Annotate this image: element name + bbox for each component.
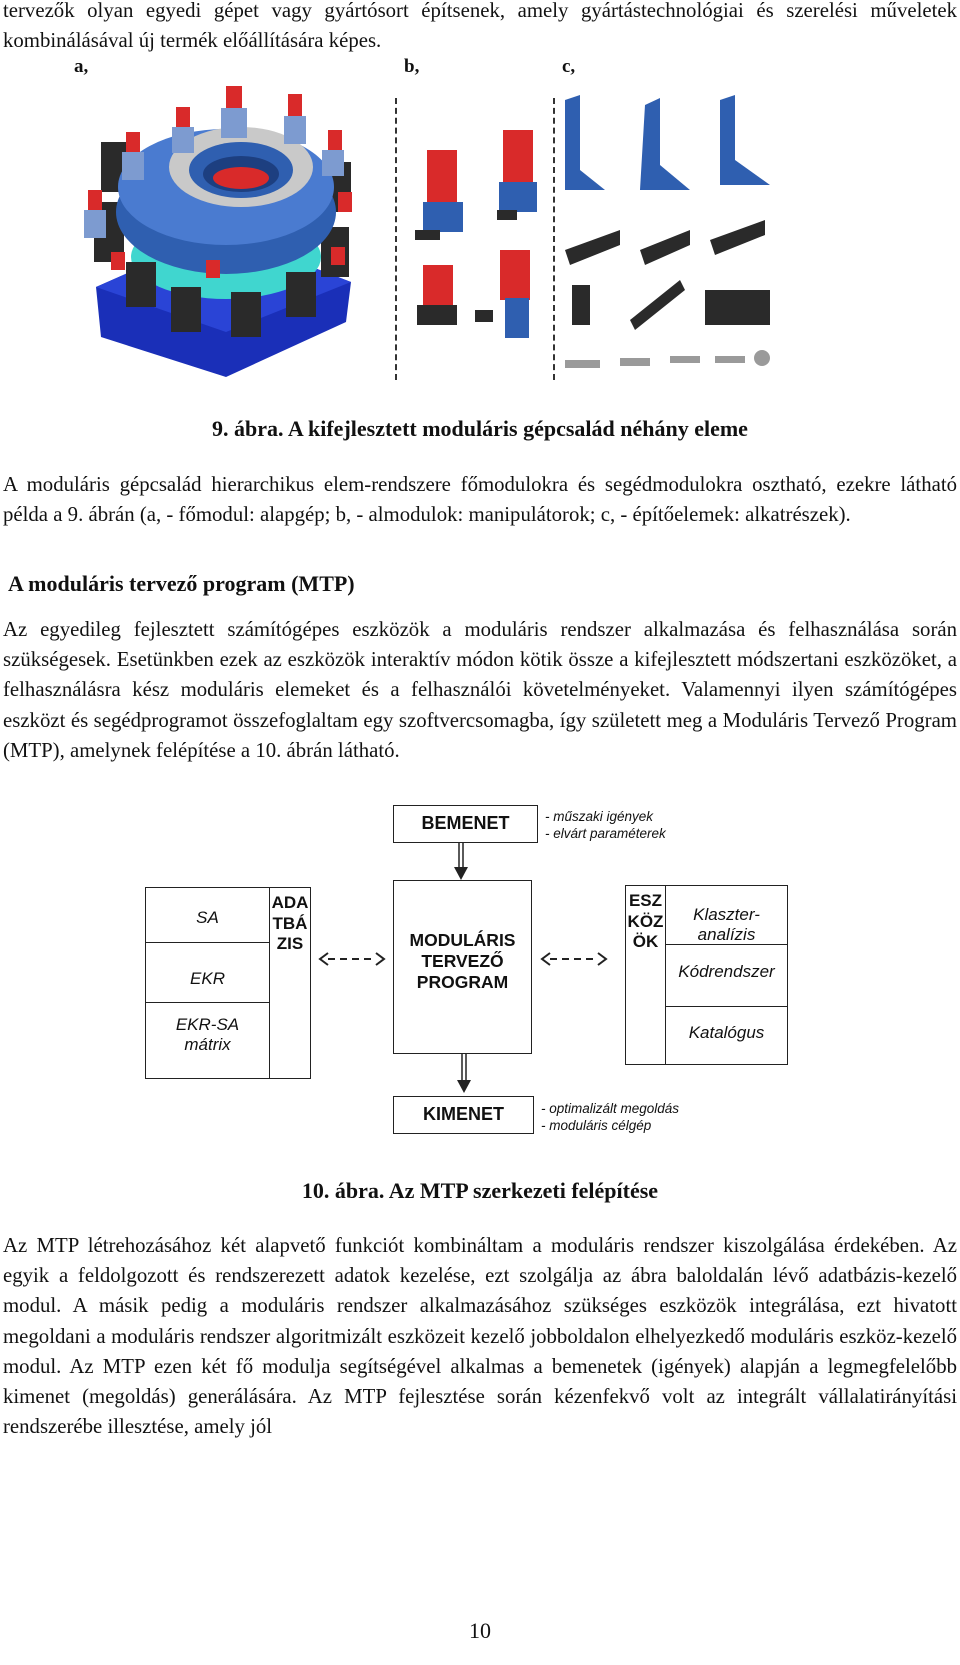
figure-9-caption: 9. ábra. A kifejlesztett moduláris gépcsalád néhány eleme [212, 416, 748, 441]
paragraph-2: Az egyedileg fejlesztett számítógépes eszközök a moduláris rendszer alkalmazása és felhasználása során szükségesek. Esetünkben ezek az eszközök interaktív módon kötik össze a kifejlesztett módszertani eszközöket, a felhasználásra kész moduláris elemeket és a felhasználói követelményeket. Valamennyi ilyen számítógépes eszközt és segédprogramot összefoglaltam egy szoftvercsomagba, így született meg a Moduláris Tervező Program (MTP), amelynek felépítése a 10. ábrán látható. [3, 618, 957, 762]
figure-label-c: c, [562, 56, 576, 77]
database-item-sa: SA [196, 908, 219, 927]
parts-illustration [560, 90, 790, 380]
manipulators-illustration [405, 120, 550, 342]
tools-items [665, 885, 788, 1065]
input-note: - elvárt paraméterek [545, 826, 666, 841]
input-notes [545, 808, 666, 842]
separator-line [553, 98, 555, 380]
figure-label-a: a, [74, 56, 89, 77]
paragraph-3: Az MTP létrehozásához két alapvető funkciót kombináltam a moduláris rendszer kiszolgálása érdekében. Az egyik a feldolgozott és rendszerezett adatok kezelése, ezt szolgálja az ábra baloldalán lévő adatbázis-kezelő modul. A másik pedig a moduláris rendszer alkalmazásához szükséges eszközök integrálása, ezt hivatott megoldani a moduláris rendszer algoritmizált eszközeit kezelő jobboldalon elhelyezkedő moduláris eszköz-kezelő modul. Az MTP ezen két fő modulja segítségével alkalmas a bemenetek (igények) alapján a legmegfelelőbb kimenet (megoldás) generálására. Az MTP fejlesztése során kézenfekvő volt az integrált vállalatirányítási rendszerébe illesztése, amely jól [3, 1234, 957, 1439]
input-note: - műszaki igények [545, 809, 654, 824]
intro-paragraph: tervezők olyan egyedi gépet vagy gyártósort építsenek, amely gyártástechnológiai és szerelési műveletek kombinálásával új termék előállítására képes. [3, 0, 957, 53]
section-title: A moduláris tervező program (MTP) [8, 571, 355, 596]
tools-label-box [625, 885, 666, 1065]
output-note: - optimalizált megoldás [541, 1101, 680, 1116]
arrow-down-icon [454, 1054, 474, 1094]
tool-item-catalogue: Katalógus [688, 1023, 765, 1042]
input-box: BEMENET [393, 805, 538, 843]
tool-item-cluster: Klaszter- [693, 905, 760, 924]
bidirectional-arrow-icon [318, 950, 386, 968]
mtp-center-label [394, 930, 531, 993]
center-line: TERVEZŐ [421, 951, 504, 971]
output-box: KIMENET [393, 1096, 534, 1134]
separator-line [395, 98, 397, 380]
page-number: 10 [469, 1618, 491, 1643]
database-items [145, 887, 270, 1079]
database-item-ekr: EKR [190, 969, 225, 988]
tools-vertical-label: ESZKÖZÖK [627, 891, 664, 951]
center-line: PROGRAM [416, 972, 509, 992]
database-vertical-label: ADATBÁZIS [271, 893, 309, 953]
output-notes [541, 1100, 679, 1134]
database-label-box [269, 887, 311, 1079]
figure-label-b: b, [404, 56, 420, 77]
figure-10-caption: 10. ábra. Az MTP szerkezeti felépítése [301, 1178, 659, 1203]
database-item-matrix: mátrix [184, 1035, 231, 1054]
arrow-down-icon [451, 843, 471, 881]
paragraph-1: A moduláris gépcsalád hierarchikus elem-rendszere főmodulokra és segédmodulokra osztható, ezekre látható példa a 9. ábrán (a, - főmodul: alapgép; b, - almodulok: manipulátorok; c, - építőelemek: alkatrészek). [3, 473, 957, 527]
base-machine-illustration [76, 82, 366, 378]
output-note: - moduláris célgép [541, 1118, 652, 1133]
bidirectional-arrow-icon [540, 950, 608, 968]
mtp-center-box [393, 880, 532, 1054]
center-line: MODULÁRIS [409, 930, 516, 950]
tool-item-cluster-2: analízis [697, 925, 756, 944]
database-item-ekr-sa: EKR-SA [175, 1015, 240, 1034]
tool-item-code-system: Kódrendszer [678, 962, 775, 981]
